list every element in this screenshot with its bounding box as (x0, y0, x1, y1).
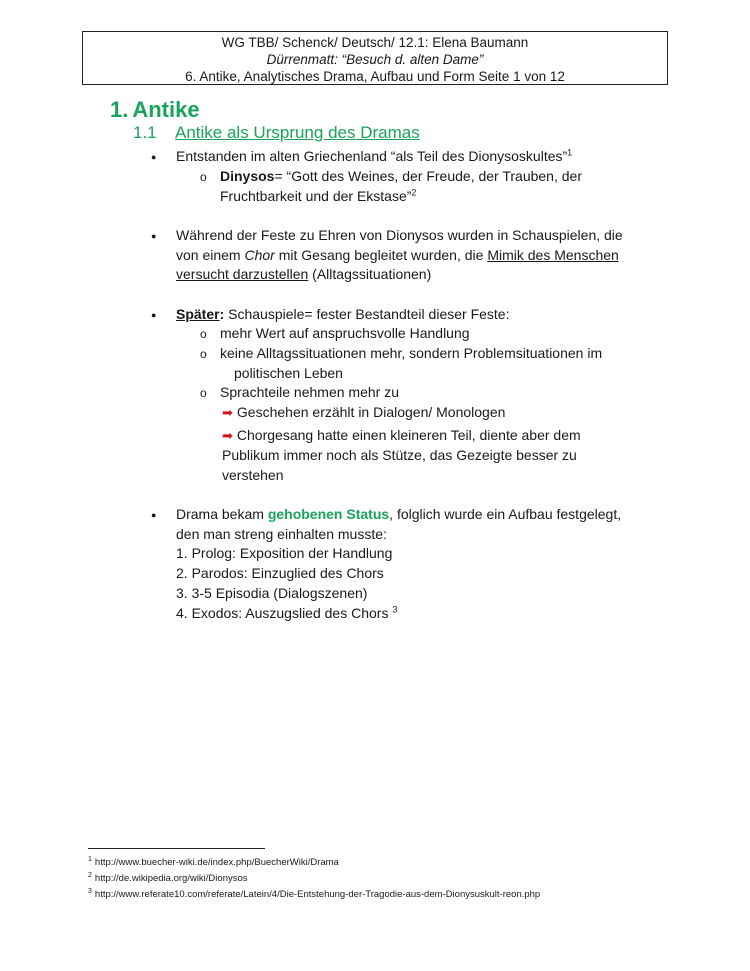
bullet-2-line-3: versucht darzustellen (Alltagssituationen) (176, 266, 432, 282)
footnote-2: $^2$ http://de.wikipedia.org/wiki/Dionysos (88, 871, 248, 884)
sub-bullet-dionysos: Dinysos= “Gott des Weines, der Freude, der Trauben, der (220, 168, 582, 184)
footnote-1-link[interactable]: http://www.buecher-wiki.de/index.php/BuecherWiki/Drama (94, 857, 339, 868)
bullet-4-text: Drama bekam gehobenen Status, folglich wurde ein Aufbau festgelegt, (176, 506, 622, 522)
structure-item-2: 2. Parodos: Einzuglied des Chors (176, 565, 384, 581)
sub-bullet-problem-cont: politischen Leben (234, 365, 343, 381)
bullet-icon: ● (151, 510, 157, 520)
header-line-2: Dürrenmatt: “Besuch d. alten Dame” (266, 52, 484, 67)
circle-bullet-icon: o (200, 386, 207, 400)
arrow-item-2-cont-2: verstehen (222, 467, 284, 483)
bullet-2-line-2: von einem Chor mit Gesang begleitet wurden, die Mimik des Menschen (176, 247, 619, 263)
footnote-ref-2[interactable]: 2 (411, 187, 417, 198)
section-title: Antike (132, 97, 200, 122)
footnote-2-link[interactable]: http://de.wikipedia.org/wiki/Dionysos (94, 873, 248, 884)
structure-item-1: 1. Prolog: Exposition der Handlung (176, 545, 393, 561)
footnote-ref-3[interactable]: 3 (392, 604, 398, 615)
arrow-icon: ➡ (222, 428, 233, 443)
structure-item-3: 3. 3-5 Episodia (Dialogszenen) (176, 585, 368, 601)
footnote-ref-1[interactable]: 1 (567, 147, 573, 158)
circle-bullet-icon: o (200, 170, 207, 184)
subsection-title: Antike als Ursprung des Dramas (175, 123, 420, 142)
term-dinysos: Dinysos (220, 168, 275, 184)
structure-item-4: 4. Exodos: Auszugslied des Chors $^3$ (176, 604, 398, 621)
subsection-number: 1.1 (133, 123, 157, 142)
document-header (82, 31, 668, 85)
footnote-1: $^1$ http://www.buecher-wiki.de/index.php/BuecherWiki/Drama (88, 855, 339, 868)
sub-bullet-dionysos-cont: Fruchtbarkeit und der Ekstase”$^2$ (220, 187, 417, 204)
section-number: 1. (110, 97, 129, 122)
subsection-heading (133, 123, 420, 143)
footnote-3-link[interactable]: http://www.referate10.com/referate/Latein/4/Die-Entstehung-der-Tragodie-aus-dem-Dionysuskult-reon.php (94, 889, 541, 900)
bullet-3-text: Später: Schauspiele= fester Bestandteil dieser Feste: (176, 306, 510, 322)
arrow-icon: ➡ (222, 405, 233, 420)
term-gehobenen-status: gehobenen Status (267, 506, 390, 522)
bullet-icon: ● (151, 152, 157, 162)
header-line-1: WG TBB/ Schenck/ Deutsch/ 12.1: Elena Baumann (221, 35, 529, 50)
bullet-2-line-1: Während der Feste zu Ehren von Dionysos wurden in Schauspielen, die (176, 227, 623, 243)
footnote-divider (88, 848, 265, 849)
circle-bullet-icon: o (200, 347, 207, 361)
sub-bullet-sprachteile: Sprachteile nehmen mehr zu (220, 384, 399, 400)
header-line-3: 6. Antike, Analytisches Drama, Aufbau und Form Seite 1 von 12 (185, 69, 565, 84)
sub-bullet-problem: keine Alltagssituationen mehr, sondern Problemsituationen im (220, 345, 603, 361)
bullet-1-text: Entstanden im alten Griechenland “als Teil des Dionysoskultes”$^1$ (176, 147, 573, 164)
term-chor: Chor (244, 247, 275, 263)
footnote-3: $^3$ http://www.referate10.com/referate/Latein/4/Die-Entstehung-der-Tragodie-aus-dem-Dionysuskult-reon.php (88, 887, 541, 900)
circle-bullet-icon: o (200, 327, 207, 341)
arrow-item-2: ➡ Chorgesang hatte einen kleineren Teil, diente aber dem (222, 427, 581, 443)
bullet-4-line-2: den man streng einhalten musste: (176, 526, 387, 542)
section-heading (110, 97, 200, 123)
bullet-icon: ● (151, 231, 157, 241)
arrow-item-2-cont-1: Publikum immer noch als Stütze, das Gezeigte besser zu (222, 447, 577, 463)
sub-bullet-handlung: mehr Wert auf anspruchsvolle Handlung (220, 325, 470, 341)
bullet-icon: ● (151, 310, 157, 320)
arrow-item-1: ➡ Geschehen erzählt in Dialogen/ Monologen (222, 404, 506, 420)
term-spaeter: Später (176, 306, 220, 322)
